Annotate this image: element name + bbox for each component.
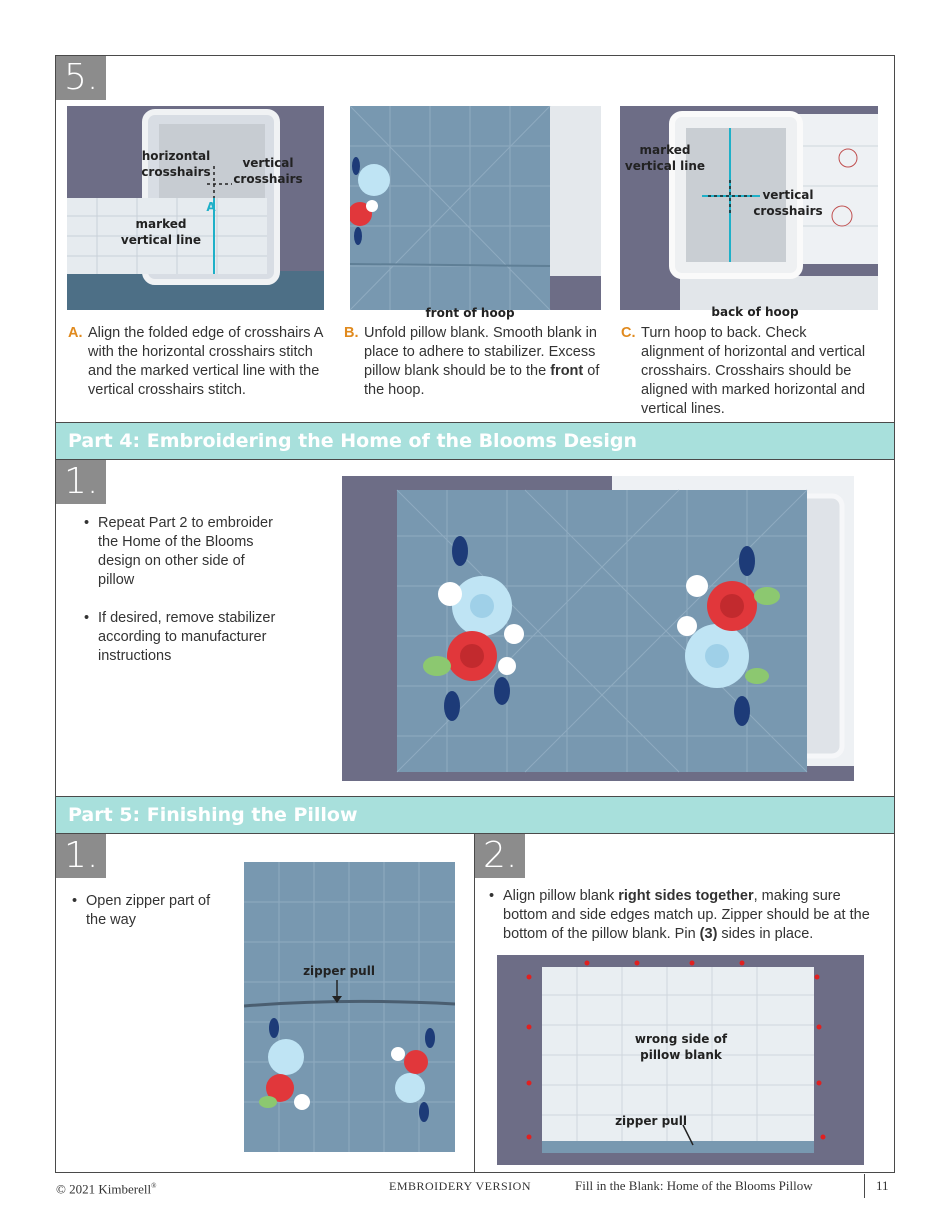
part5-step2-bullets (489, 887, 879, 963)
step-number: 5. (56, 56, 106, 100)
step5-text-a (68, 324, 326, 400)
registered-mark: ® (151, 1182, 157, 1190)
footer-version: EMBROIDERY VERSION (389, 1179, 532, 1193)
step-letter: A. (68, 325, 83, 341)
photo-step5a (67, 106, 324, 310)
step-body: Align the folded edge of crosshairs A with the horizontal crosshairs stitch and the marked vertical line with the vertical crosshairs stitch. (88, 325, 323, 398)
divider (55, 459, 895, 460)
bullet-item: • If desired, remove stabilizer according to manufacturer instructions (84, 609, 284, 666)
label-crosshairs-a: A (206, 200, 216, 214)
page-number: 11 (876, 1178, 889, 1193)
part4-bullets (84, 514, 284, 685)
step-letter: C. (621, 325, 636, 341)
part5-step1-bullets (72, 892, 222, 949)
step-number: 1. (56, 460, 106, 504)
footer-copyright: © 2021 Kimberell® (56, 1181, 157, 1197)
label-wrong-side: wrong side of pillow blank (634, 1032, 728, 1062)
step5-text-c (621, 324, 871, 419)
emphasis: front (550, 363, 584, 379)
label-zipper-pull: zipper pull (303, 964, 375, 978)
step-body: Unfold pillow blank. Smooth blank in place to adhere to stabilizer. Excess pillow blank should be to the front of the hoop. (364, 325, 600, 398)
step5-text-b (344, 324, 614, 400)
footer-title: Fill in the Blank: Home of the Blooms Pillow (575, 1178, 813, 1193)
column-divider (474, 833, 475, 1173)
label-zipper-pull: zipper pull (615, 1114, 687, 1128)
label-horizontal-crosshairs: horizontal crosshairs (141, 149, 211, 179)
label-marked-vertical-line: marked vertical line (624, 143, 706, 173)
step-body: Turn hoop to back. Check alignment of horizontal and vertical crosshairs. Crosshairs should be aligned with marked horizontal and vertical lines. (641, 325, 866, 417)
step-letter: B. (344, 325, 359, 341)
label-vertical-crosshairs: vertical crosshairs (753, 188, 823, 218)
section-title-part5: Part 5: Finishing the Pillow (56, 797, 894, 833)
bullet-item: • Open zipper part of the way (72, 892, 222, 930)
emphasis: (3) (699, 926, 718, 942)
caption-back-of-hoop: back of hoop (711, 305, 799, 319)
step-number: 2. (475, 834, 525, 878)
caption-front-of-hoop: front of hoop (425, 306, 515, 320)
label-vertical-crosshairs: vertical crosshairs (233, 156, 303, 186)
photo-step5b (350, 106, 601, 310)
emphasis: right sides together (618, 888, 754, 904)
bullet-item: • Repeat Part 2 to embroider the Home of the Blooms design on other side of pillow (84, 514, 284, 590)
bullet-item: • Align pillow blank right sides together, making sure bottom and side edges match up. Zipper should be at the bottom of the pillow blank. Pin (3) sides in place. (489, 887, 879, 944)
section-title-part4: Part 4: Embroidering the Home of the Blooms Design (56, 423, 894, 459)
photo-part5-open-zipper (244, 862, 455, 1152)
photo-step5c (620, 106, 878, 310)
photo-part4-pillow (342, 476, 854, 781)
footer-divider (864, 1174, 865, 1198)
label-marked-vertical-line: marked vertical line (120, 217, 202, 247)
step-number: 1. (56, 834, 106, 878)
